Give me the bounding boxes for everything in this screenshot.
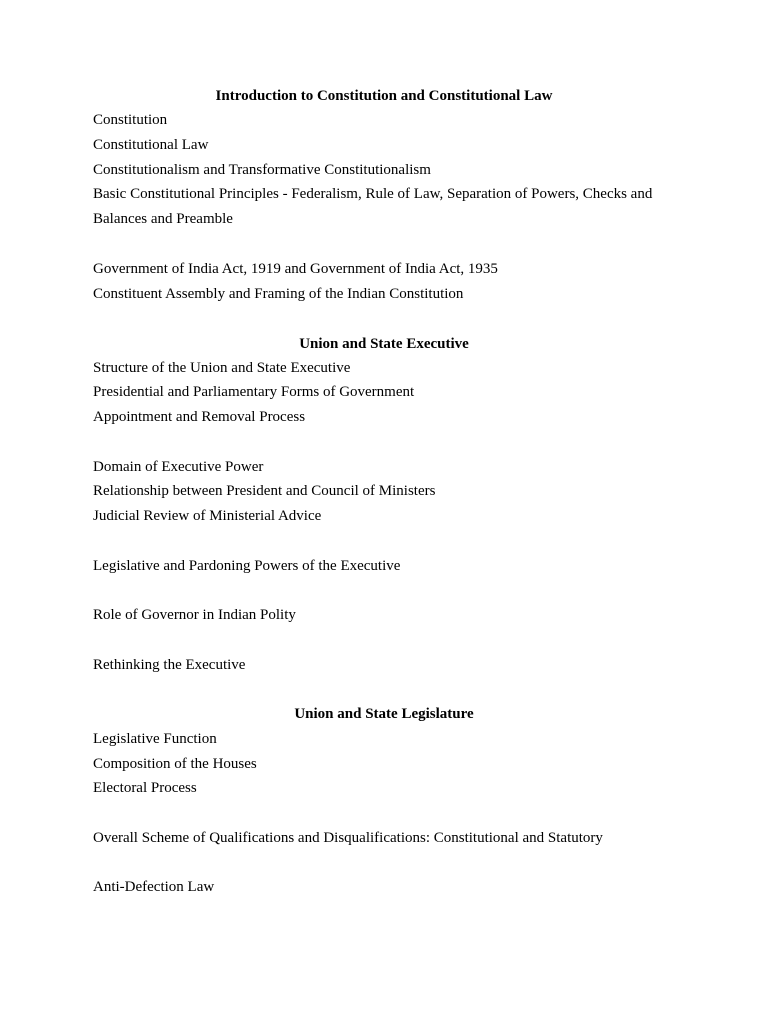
topic-line: Legislative Function: [93, 731, 217, 747]
topic-line: Presidential and Parliamentary Forms of Government: [93, 384, 415, 400]
topic-line: Domain of Executive Power: [93, 459, 264, 475]
topic-line: Relationship between President and Council of Ministers: [93, 483, 436, 499]
topic-line: Appointment and Removal Process: [93, 409, 306, 425]
topic-line: Constitution: [93, 112, 168, 128]
section-heading-introduction: Introduction to Constitution and Constitutional Law: [215, 88, 553, 104]
topic-line: Legislative and Pardoning Powers of the Executive: [93, 558, 401, 574]
topic-line: Anti-Defection Law: [93, 879, 215, 895]
topic-line: Constitutional Law: [93, 137, 209, 153]
topic-line: Basic Constitutional Principles - Federalism, Rule of Law, Separation of Powers, Checks and: [93, 186, 653, 202]
topic-line-continuation: Balances and Preamble: [93, 211, 233, 227]
section-heading-executive: Union and State Executive: [299, 336, 469, 352]
topic-line: Role of Governor in Indian Polity: [93, 607, 296, 623]
section-heading-legislature: Union and State Legislature: [294, 706, 474, 722]
topic-line: Structure of the Union and State Executive: [93, 360, 351, 376]
topic-line: Overall Scheme of Qualifications and Disqualifications: Constitutional and Statutory: [93, 830, 603, 846]
topic-line: Rethinking the Executive: [93, 657, 246, 673]
topic-line: Electoral Process: [93, 780, 197, 796]
topic-line: Constitutionalism and Transformative Constitutionalism: [93, 162, 431, 178]
topic-line: Government of India Act, 1919 and Government of India Act, 1935: [93, 261, 498, 277]
topic-line: Judicial Review of Ministerial Advice: [93, 508, 322, 524]
topic-line: Composition of the Houses: [93, 756, 257, 772]
topic-line: Constituent Assembly and Framing of the Indian Constitution: [93, 286, 464, 302]
